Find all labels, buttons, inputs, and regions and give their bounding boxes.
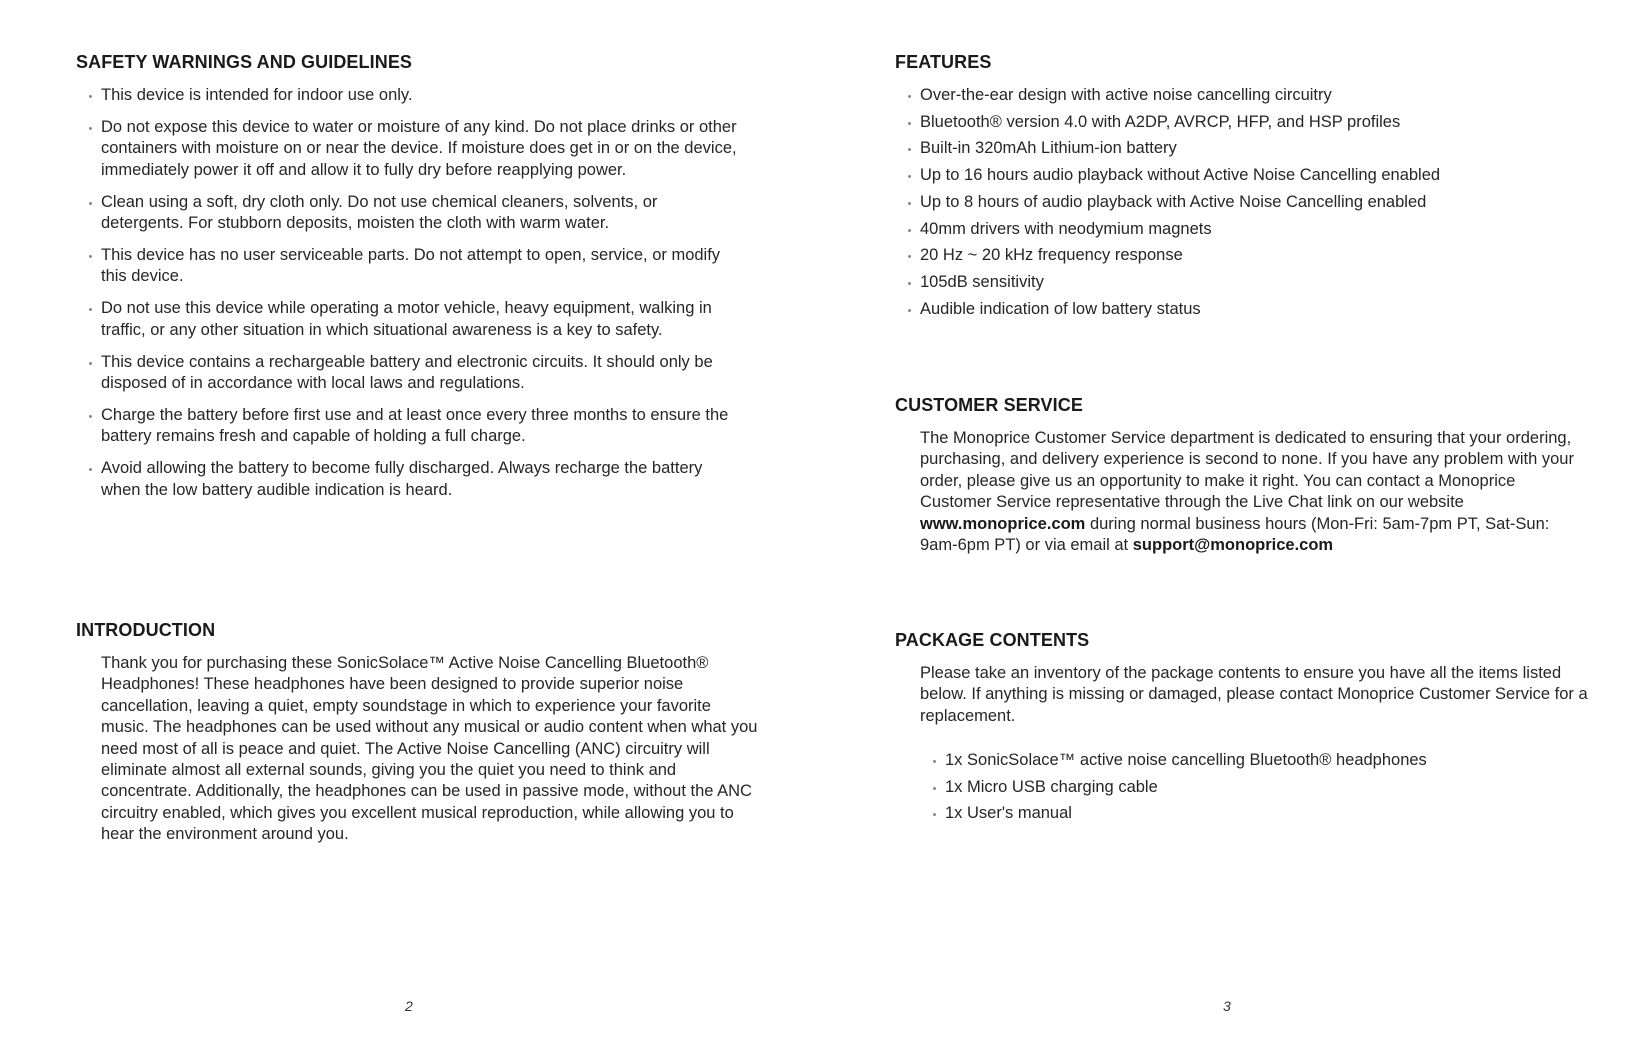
customer-service-heading: CUSTOMER SERVICE xyxy=(895,395,1083,415)
list-item: This device has no user serviceable parts. Do not attempt to open, service, or modify this device. xyxy=(88,245,743,288)
list-item: This device contains a rechargeable battery and electronic circuits. It should only be disposed of in accordance with local laws and regulations. xyxy=(88,352,743,395)
package-contents-heading: PACKAGE CONTENTS xyxy=(895,630,1090,650)
list-item: Charge the battery before first use and at least once every three months to ensure the battery remains fresh and capable of holding a full charge. xyxy=(88,405,743,448)
features-list xyxy=(907,85,1587,325)
customer-service-text xyxy=(920,428,1588,556)
page-number: 2 xyxy=(405,998,413,1014)
list-item: Bluetooth® version 4.0 with A2DP, AVRCP, HFP, and HSP profiles xyxy=(907,112,1587,133)
list-item: 1x Micro USB charging cable xyxy=(932,777,1572,798)
right-page xyxy=(895,0,1588,1056)
customer-service-text-part: The Monoprice Customer Service department is dedicated to ensuring that your ordering, purchasing, and delivery experience is second to none. If you have any problem with your order, please give us an opportunity to make it right. You can contact a Monoprice Customer Service representative through the Live Chat link on our website xyxy=(920,429,1574,512)
page-number: 3 xyxy=(1223,998,1231,1014)
list-item: 105dB sensitivity xyxy=(907,272,1587,293)
features-heading: FEATURES xyxy=(895,52,992,72)
list-item: Clean using a soft, dry cloth only. Do not use chemical cleaners, solvents, or detergents. For stubborn deposits, moisten the cloth with warm water. xyxy=(88,192,743,235)
list-item: Audible indication of low battery status xyxy=(907,299,1587,320)
list-item: 40mm drivers with neodymium magnets xyxy=(907,219,1587,240)
list-item: Do not use this device while operating a motor vehicle, heavy equipment, walking in traffic, or any other situation in which situational awareness is a key to safety. xyxy=(88,298,743,341)
support-email-link[interactable]: support@monoprice.com xyxy=(1132,536,1334,555)
list-item: This device is intended for indoor use only. xyxy=(88,85,743,106)
customer-service-text-part: during normal business hours (Mon-Fri: 5am-7pm PT, Sat-Sun: 9am-6pm PT) or via email at xyxy=(920,514,1550,555)
list-item: Avoid allowing the battery to become fully discharged. Always recharge the battery when the low battery audible indication is heard. xyxy=(88,458,743,501)
list-item: Do not expose this device to water or moisture of any kind. Do not place drinks or other containers with moisture on or near the device. If moisture does get in or on the device, immediately power it off and allow it to fully dry before reapplying power. xyxy=(88,117,743,181)
package-contents-list xyxy=(932,750,1572,830)
list-item: Up to 8 hours of audio playback with Active Noise Cancelling enabled xyxy=(907,192,1587,213)
website-link[interactable]: www.monoprice.com xyxy=(920,514,1086,533)
list-item: 20 Hz ~ 20 kHz frequency response xyxy=(907,245,1587,266)
list-item: Up to 16 hours audio playback without Active Noise Cancelling enabled xyxy=(907,165,1587,186)
safety-heading: SAFETY WARNINGS AND GUIDELINES xyxy=(76,52,413,72)
left-page xyxy=(76,0,756,1056)
introduction-text: Thank you for purchasing these SonicSolace™ Active Noise Cancelling Bluetooth® Headphones! These headphones have been designed to provide superior noise cancellation, leaving a quiet, empty soundstage in which to experience your favorite music. The headphones can be used without any musical or audio content when what you need most of all is peace and quiet. The Active Noise Cancelling (ANC) circuitry will eliminate almost all external sounds, giving you the quiet you need to think and concentrate. Additionally, the headphones can be used in passive mode, without the ANC circuitry enabled, which gives you excellent musical reproduction, while allowing you to hear the environment around you. xyxy=(101,654,758,844)
introduction-heading: INTRODUCTION xyxy=(76,620,216,640)
list-item: Over-the-ear design with active noise cancelling circuitry xyxy=(907,85,1587,106)
safety-list xyxy=(88,85,743,512)
list-item: 1x User's manual xyxy=(932,803,1572,824)
list-item: 1x SonicSolace™ active noise cancelling Bluetooth® headphones xyxy=(932,750,1572,771)
list-item: Built-in 320mAh Lithium-ion battery xyxy=(907,138,1587,159)
package-contents-text: Please take an inventory of the package contents to ensure you have all the items listed below. If anything is missing or damaged, please contact Monoprice Customer Service for a replacement. xyxy=(920,664,1588,725)
